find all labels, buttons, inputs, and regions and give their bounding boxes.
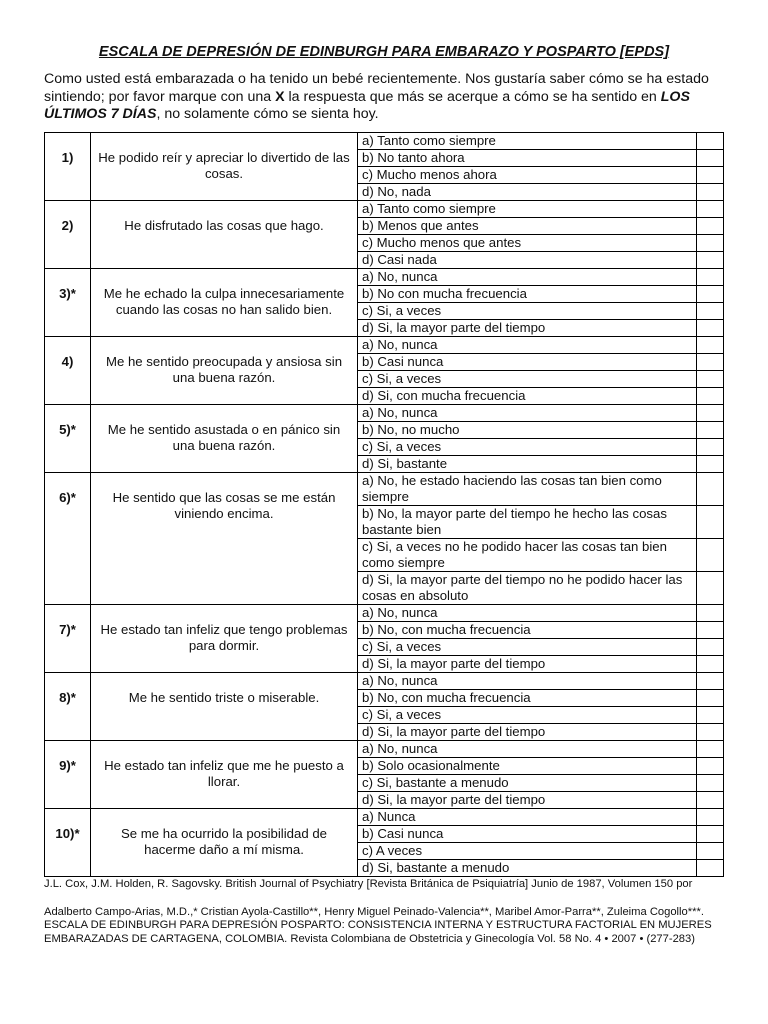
answer-checkbox[interactable] bbox=[697, 656, 724, 673]
answer-checkbox[interactable] bbox=[697, 150, 724, 167]
answer-option: d) Casi nada bbox=[358, 252, 697, 269]
answer-option: c) Mucho menos ahora bbox=[358, 167, 697, 184]
answer-option: b) Solo ocasionalmente bbox=[358, 758, 697, 775]
option-row bbox=[45, 337, 724, 354]
question-text: Me he echado la culpa innecesariamente cuando las cosas no han salido bien. bbox=[91, 269, 358, 337]
questionnaire-body bbox=[45, 133, 724, 877]
answer-checkbox[interactable] bbox=[697, 843, 724, 860]
answer-checkbox[interactable] bbox=[697, 371, 724, 388]
answer-checkbox[interactable] bbox=[697, 218, 724, 235]
question-text: He podido reír y apreciar lo divertido de las cosas. bbox=[91, 133, 358, 201]
answer-checkbox[interactable] bbox=[697, 539, 724, 572]
option-row bbox=[45, 673, 724, 690]
answer-option: b) No, con mucha frecuencia bbox=[358, 690, 697, 707]
answer-option: d) Si, la mayor parte del tiempo bbox=[358, 656, 697, 673]
question-number: 4) bbox=[45, 337, 91, 405]
answer-option: a) No, nunca bbox=[358, 337, 697, 354]
answer-option: d) No, nada bbox=[358, 184, 697, 201]
question-number: 9)* bbox=[45, 741, 91, 809]
answer-option: a) No, he estado haciendo las cosas tan bien como siempre bbox=[358, 473, 697, 506]
answer-checkbox[interactable] bbox=[697, 252, 724, 269]
answer-checkbox[interactable] bbox=[697, 422, 724, 439]
answer-option: a) No, nunca bbox=[358, 741, 697, 758]
intro-text-3: , no solamente cómo se sienta hoy. bbox=[156, 106, 379, 122]
question-text: Me he sentido triste o miserable. bbox=[91, 673, 358, 741]
answer-option: b) No tanto ahora bbox=[358, 150, 697, 167]
answer-checkbox[interactable] bbox=[697, 792, 724, 809]
option-row bbox=[45, 809, 724, 826]
answer-option: d) Si, con mucha frecuencia bbox=[358, 388, 697, 405]
answer-option: a) No, nunca bbox=[358, 269, 697, 286]
answer-option: a) Nunca bbox=[358, 809, 697, 826]
question-number: 10)* bbox=[45, 809, 91, 877]
option-row bbox=[45, 741, 724, 758]
answer-option: c) Si, a veces no he podido hacer las cosas tan bien como siempre bbox=[358, 539, 697, 572]
answer-checkbox[interactable] bbox=[697, 388, 724, 405]
answer-checkbox[interactable] bbox=[697, 184, 724, 201]
answer-checkbox[interactable] bbox=[697, 758, 724, 775]
question-number: 5)* bbox=[45, 405, 91, 473]
answer-option: a) Tanto como siempre bbox=[358, 201, 697, 218]
question-number: 8)* bbox=[45, 673, 91, 741]
question-text: He estado tan infeliz que me he puesto a llorar. bbox=[91, 741, 358, 809]
option-row bbox=[45, 405, 724, 422]
answer-checkbox[interactable] bbox=[697, 201, 724, 218]
answer-option: d) Si, la mayor parte del tiempo bbox=[358, 792, 697, 809]
questionnaire-table bbox=[44, 132, 724, 877]
question-number: 3)* bbox=[45, 269, 91, 337]
citation-footer bbox=[44, 878, 734, 946]
answer-checkbox[interactable] bbox=[697, 622, 724, 639]
citation-line-1: J.L. Cox, J.M. Holden, R. Sagovsky. British Journal of Psychiatry [Revista Británica de Psiquiatría] Junio de 1987, Volumen 150 por bbox=[44, 878, 693, 890]
question-text: Se me ha ocurrido la posibilidad de hacerme daño a mí misma. bbox=[91, 809, 358, 877]
intro-emphasis: LOS ÚLTIMOS 7 DÍAS bbox=[44, 88, 690, 122]
answer-checkbox[interactable] bbox=[697, 354, 724, 371]
answer-option: b) No, la mayor parte del tiempo he hecho las cosas bastante bien bbox=[358, 506, 697, 539]
question-number: 6)* bbox=[45, 473, 91, 605]
question-text: He sentido que las cosas se me están viniendo encima. bbox=[91, 473, 358, 605]
answer-checkbox[interactable] bbox=[697, 303, 724, 320]
question-number: 7)* bbox=[45, 605, 91, 673]
question-text: He estado tan infeliz que tengo problemas para dormir. bbox=[91, 605, 358, 673]
option-row bbox=[45, 269, 724, 286]
answer-option: a) No, nunca bbox=[358, 673, 697, 690]
question-number: 2) bbox=[45, 201, 91, 269]
answer-checkbox[interactable] bbox=[697, 690, 724, 707]
answer-checkbox[interactable] bbox=[697, 506, 724, 539]
answer-checkbox[interactable] bbox=[697, 235, 724, 252]
answer-checkbox[interactable] bbox=[697, 639, 724, 656]
answer-option: d) Si, la mayor parte del tiempo bbox=[358, 724, 697, 741]
answer-checkbox[interactable] bbox=[697, 673, 724, 690]
option-row bbox=[45, 605, 724, 622]
answer-checkbox[interactable] bbox=[697, 456, 724, 473]
option-row bbox=[45, 473, 724, 506]
answer-option: c) A veces bbox=[358, 843, 697, 860]
answer-option: d) Si, la mayor parte del tiempo no he podido hacer las cosas en absoluto bbox=[358, 572, 697, 605]
answer-checkbox[interactable] bbox=[697, 707, 724, 724]
answer-checkbox[interactable] bbox=[697, 809, 724, 826]
answer-checkbox[interactable] bbox=[697, 439, 724, 456]
question-text: He disfrutado las cosas que hago. bbox=[91, 201, 358, 269]
intro-paragraph bbox=[44, 71, 730, 124]
option-row bbox=[45, 201, 724, 218]
question-number: 1) bbox=[45, 133, 91, 201]
answer-checkbox[interactable] bbox=[697, 572, 724, 605]
answer-option: c) Si, a veces bbox=[358, 371, 697, 388]
answer-option: d) Si, bastante a menudo bbox=[358, 860, 697, 877]
answer-checkbox[interactable] bbox=[697, 741, 724, 758]
answer-option: c) Si, a veces bbox=[358, 639, 697, 656]
answer-option: b) No, no mucho bbox=[358, 422, 697, 439]
intro-text-1: Como usted está embarazada o ha tenido un bebé recientemente. Nos gustaría saber cómo se ha estado sintiendo; por favor marque con una bbox=[44, 71, 709, 105]
option-row bbox=[45, 133, 724, 150]
answer-checkbox[interactable] bbox=[697, 337, 724, 354]
answer-option: a) Tanto como siempre bbox=[358, 133, 697, 150]
answer-option: c) Si, a veces bbox=[358, 439, 697, 456]
question-text: Me he sentido preocupada y ansiosa sin una buena razón. bbox=[91, 337, 358, 405]
answer-option: c) Si, a veces bbox=[358, 707, 697, 724]
answer-checkbox[interactable] bbox=[697, 320, 724, 337]
intro-text-2: la respuesta que más se acerque a cómo se ha sentido en bbox=[284, 88, 661, 105]
answer-checkbox[interactable] bbox=[697, 473, 724, 506]
citation-line-2: Adalberto Campo-Arias, M.D.,* Cristian Ayola-Castillo**, Henry Miguel Peinado-Valencia**, Maribel Amor-Parra**, Zuleima Cogollo***. ESCALA DE EDINBURGH PARA DEPRESIÓN POSPARTO: CONSISTENCIA INTERNA Y ESTRUCTURA FACTORIAL EN MUJERES EMBARAZADAS DE CARTAGENA, COLOMBIA. Revista Colombiana de Obstetricia y Ginecología Vol. 58 No. 4 • 2007 • (277-283) bbox=[44, 905, 712, 945]
intro-mark: X bbox=[275, 88, 285, 105]
answer-checkbox[interactable] bbox=[697, 775, 724, 792]
answer-option: b) No con mucha frecuencia bbox=[358, 286, 697, 303]
answer-option: a) No, nunca bbox=[358, 405, 697, 422]
answer-option: d) Si, bastante bbox=[358, 456, 697, 473]
answer-checkbox[interactable] bbox=[697, 269, 724, 286]
answer-option: b) Casi nunca bbox=[358, 826, 697, 843]
answer-option: b) No, con mucha frecuencia bbox=[358, 622, 697, 639]
answer-option: d) Si, la mayor parte del tiempo bbox=[358, 320, 697, 337]
page-title: ESCALA DE DEPRESIÓN DE EDINBURGH PARA EMBARAZO Y POSPARTO [EPDS] bbox=[98, 44, 670, 60]
answer-checkbox[interactable] bbox=[697, 826, 724, 843]
question-text: Me he sentido asustada o en pánico sin una buena razón. bbox=[91, 405, 358, 473]
answer-checkbox[interactable] bbox=[697, 133, 724, 150]
answer-option: a) No, nunca bbox=[358, 605, 697, 622]
answer-checkbox[interactable] bbox=[697, 724, 724, 741]
answer-option: b) Casi nunca bbox=[358, 354, 697, 371]
answer-option: b) Menos que antes bbox=[358, 218, 697, 235]
answer-checkbox[interactable] bbox=[697, 167, 724, 184]
answer-option: c) Si, bastante a menudo bbox=[358, 775, 697, 792]
answer-checkbox[interactable] bbox=[697, 860, 724, 877]
answer-checkbox[interactable] bbox=[697, 605, 724, 622]
answer-checkbox[interactable] bbox=[697, 405, 724, 422]
answer-option: c) Si, a veces bbox=[358, 303, 697, 320]
answer-checkbox[interactable] bbox=[697, 286, 724, 303]
answer-option: c) Mucho menos que antes bbox=[358, 235, 697, 252]
